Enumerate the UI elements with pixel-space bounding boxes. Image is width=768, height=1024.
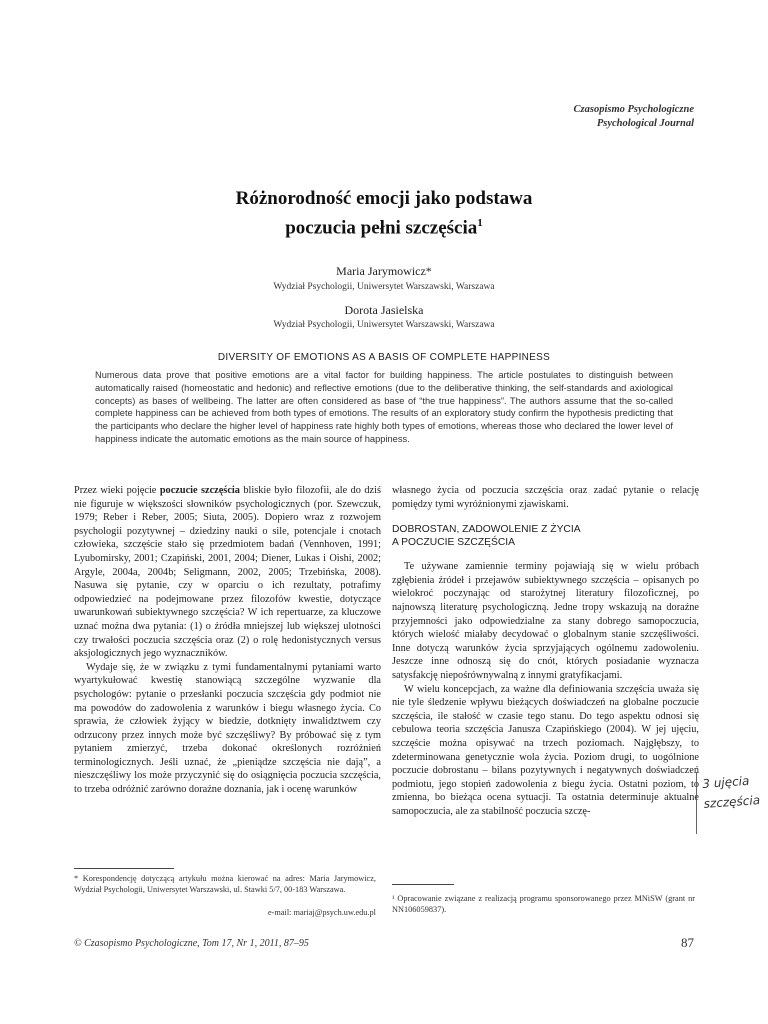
author-1-affiliation: Wydział Psychologii, Uniwersytet Warszawski, Warszawa bbox=[273, 282, 495, 292]
right-footnote-rule bbox=[392, 884, 454, 885]
page-number: 87 bbox=[681, 935, 694, 950]
left-paragraph-2: Wydaje się, że w związku z tymi fundamentalnymi pytaniami warto wyartykułować kwestię stanowiącą szczególne wyzwanie dla psychologów: pytanie o przesłanki poczucia szczęścia gdy podmiot nie ma powodów do zadowolenia z warunków i biegu własnego życia. Co sprawia, że człowiek żyjący w biedzie, dotknięty inwalidztwem czy odrzucony przez innych może być szczęśliwy? By próbować się z tym pytaniem zmierzyć, trzeba dokonać określonych rozróżnień terminologicznych. Jeśli uznać, że „pieniądze szczęścia nie dają”, a nieszczęśliwy los może przyczynić się do osiągnięcia poczucia szczęścia, to trzeba odróżnić zarówno doraźne doznania, jak i ocenę warunków bbox=[74, 661, 381, 796]
right-column bbox=[392, 484, 699, 818]
left-footnote-rule bbox=[74, 868, 174, 869]
section-heading bbox=[392, 523, 699, 549]
footer-citation: © Czasopismo Psychologiczne, Tom 17, Nr 1, 2011, 87–95 bbox=[74, 938, 309, 949]
handwritten-note-line-1: 3 ujęcia bbox=[701, 773, 750, 791]
correspondence-footnote: * Korespondencję dotyczącą artykułu można kierować na adres: Maria Jarymowicz, Wydział Psychologii, Uniwersytet Warszawski, ul. Stawki 5/7, 00-183 Warszawa. bbox=[74, 874, 376, 894]
title-line-2 bbox=[80, 211, 688, 240]
left-column bbox=[74, 484, 381, 797]
title-line-1: Różnorodność emocji jako podstawa bbox=[235, 188, 533, 209]
handwritten-margin-note bbox=[702, 770, 761, 814]
author-2-affiliation: Wydział Psychologii, Uniwersytet Warszawski, Warszawa bbox=[273, 320, 495, 330]
key-term-bold: poczucie szczęścia bbox=[159, 485, 240, 496]
abstract-text: Numerous data prove that positive emotions are a vital factor for building happiness. The article postulates to distinguish between automatically raised (homeostatic and hedonic) and reflective emotions (due to the deliberative thinking, the self-standards and axiological concepts) as bases of wellbeing. The latter are often considered as base of “the true happiness”. The authors assume that the so-called complete happiness can be achieved from both types of emotions. The results of an exploratory study confirm the hypothesis predicting that the participants who declare the higher level of happiness rate highly both types of emotions, whereas those who declared the lower level of happiness indicate the automatic emotions as the main source of happiness. bbox=[95, 370, 673, 444]
margin-mark-line bbox=[696, 772, 700, 834]
author-1-name: Maria Jarymowicz* bbox=[336, 264, 432, 278]
journal-name-polish: Czasopismo Psychologiczne bbox=[573, 104, 694, 115]
journal-name-english: Psychological Journal bbox=[596, 118, 694, 129]
handwritten-note-line-2: szczęścia bbox=[703, 793, 761, 811]
abstract-title: DIVERSITY OF EMOTIONS AS A BASIS OF COMPLETE HAPPINESS bbox=[217, 352, 551, 363]
correspondence-email: e-mail: mariaj@psych.uw.edu.pl bbox=[267, 908, 376, 917]
section-heading-line-2: A POCZUCIE SZCZĘŚCIA bbox=[392, 537, 516, 549]
article-title bbox=[80, 186, 688, 240]
section-heading-line-1: DOBROSTAN, ZADOWOLENIE Z ŻYCIA bbox=[392, 524, 581, 536]
title-footnote-marker: 1 bbox=[477, 217, 483, 229]
left-p1-start: Przez wieki pojęcie bbox=[74, 485, 160, 496]
left-p1-rest: bliskie było filozofii, ale do dziś nie figuruje w większości słowników psychologicznych (por. Szewczuk, 1979; Reber i Reber, 2005; Siuta, 2005). Dopiero wraz z rozwojem psychologii pozytywnej – dziedziny nauki o sile, potencjale i cnotach człowieka, szczęście stało się przedmiotem badań (Vennhoven, 1991; Lyubomirsky, 2001; Czapiński, 2001, 2004; Diener, Lukas i Oishi, 2002; Argyle, 2004a, 2004b; Seligmann, 2002, 2005; Trzebińska, 2008). Nasuwa się pytanie, czy w oparciu o ich rezultaty, potrafimy odpowiedzieć na podejmowane przez filozofów kwestie, dotyczące uwarunkowań subiektywnego szczęścia? W ich repertuarze, za kluczowe uznać można dwa pytania: (1) o źródła mniejszej lub większej ulotności czy trwałości poczucia szczęścia oraz (2) o rolę hedonistycznych versus aksjologicznych jego wyznaczników. bbox=[74, 485, 381, 660]
right-paragraph-1: Te używane zamiennie terminy pojawiają się w wielu próbach zgłębienia źródeł i przejawów subiektywnego szczęścia – opisanych po wielokroć poczynając od starożytnej literatury filozoficznej, po najnowszą literaturę psychologiczną. Jedne tropy wskazują na doraźne przyjemności jako odpowiedzialne za stany dobrego samopoczucia, których wielość miałaby decydować o globalnym stanie szczęśliwości. Inne dotyczą warunków życia sprzyjających ogólnemu zadowoleniu. Jeszcze inne odnoszą się do cnót, których posiadanie wyznacza satysfakcję niepośrównywalną z innymi gratyfikacjami. bbox=[392, 561, 699, 681]
right-paragraph-2: W wielu koncepcjach, za ważne dla definiowania szczęścia uważa się nie tyle śledzenie wpływu bieżących doświadczeń na globalne poczucie szczęścia, ile stałość w czasie tego stanu. Do tego aspektu odnosi się cebulowa teoria szczęścia Janusza Czapińskiego (2004). W jej ujęciu, szczęście można opisywać na trzech poziomach. Najgłębszy, to zdeterminowana genetycznie wola życia. Poziom drugi, to uogólnione poczucie dobrostanu – bilans pozytywnych i negatywnych doświadczeń podmiotu, jego stopień zadowolenia z biegu życia. Ostatni poziom, to zmienna, bo bieżąca ocena sytuacji. Ta ostatnia determinuje aktualne samopoczucia, ale za stabilność poczucia szczę- bbox=[392, 683, 699, 817]
author-2-name: Dorota Jasielska bbox=[344, 303, 424, 317]
journal-name bbox=[574, 103, 694, 131]
right-paragraph-top: własnego życia od poczucia szczęścia oraz zadać pytanie o relację pomiędzy tymi wyróżnionymi zjawiskami. bbox=[392, 485, 699, 510]
grant-footnote: ¹ Opracowanie związane z realizacją programu sponsorowanego przez MNiSW (grant nr NN106059837). bbox=[392, 894, 695, 914]
left-paragraph-1 bbox=[74, 484, 381, 661]
title-line-2-text: poczucia pełni szczęścia bbox=[285, 217, 478, 239]
